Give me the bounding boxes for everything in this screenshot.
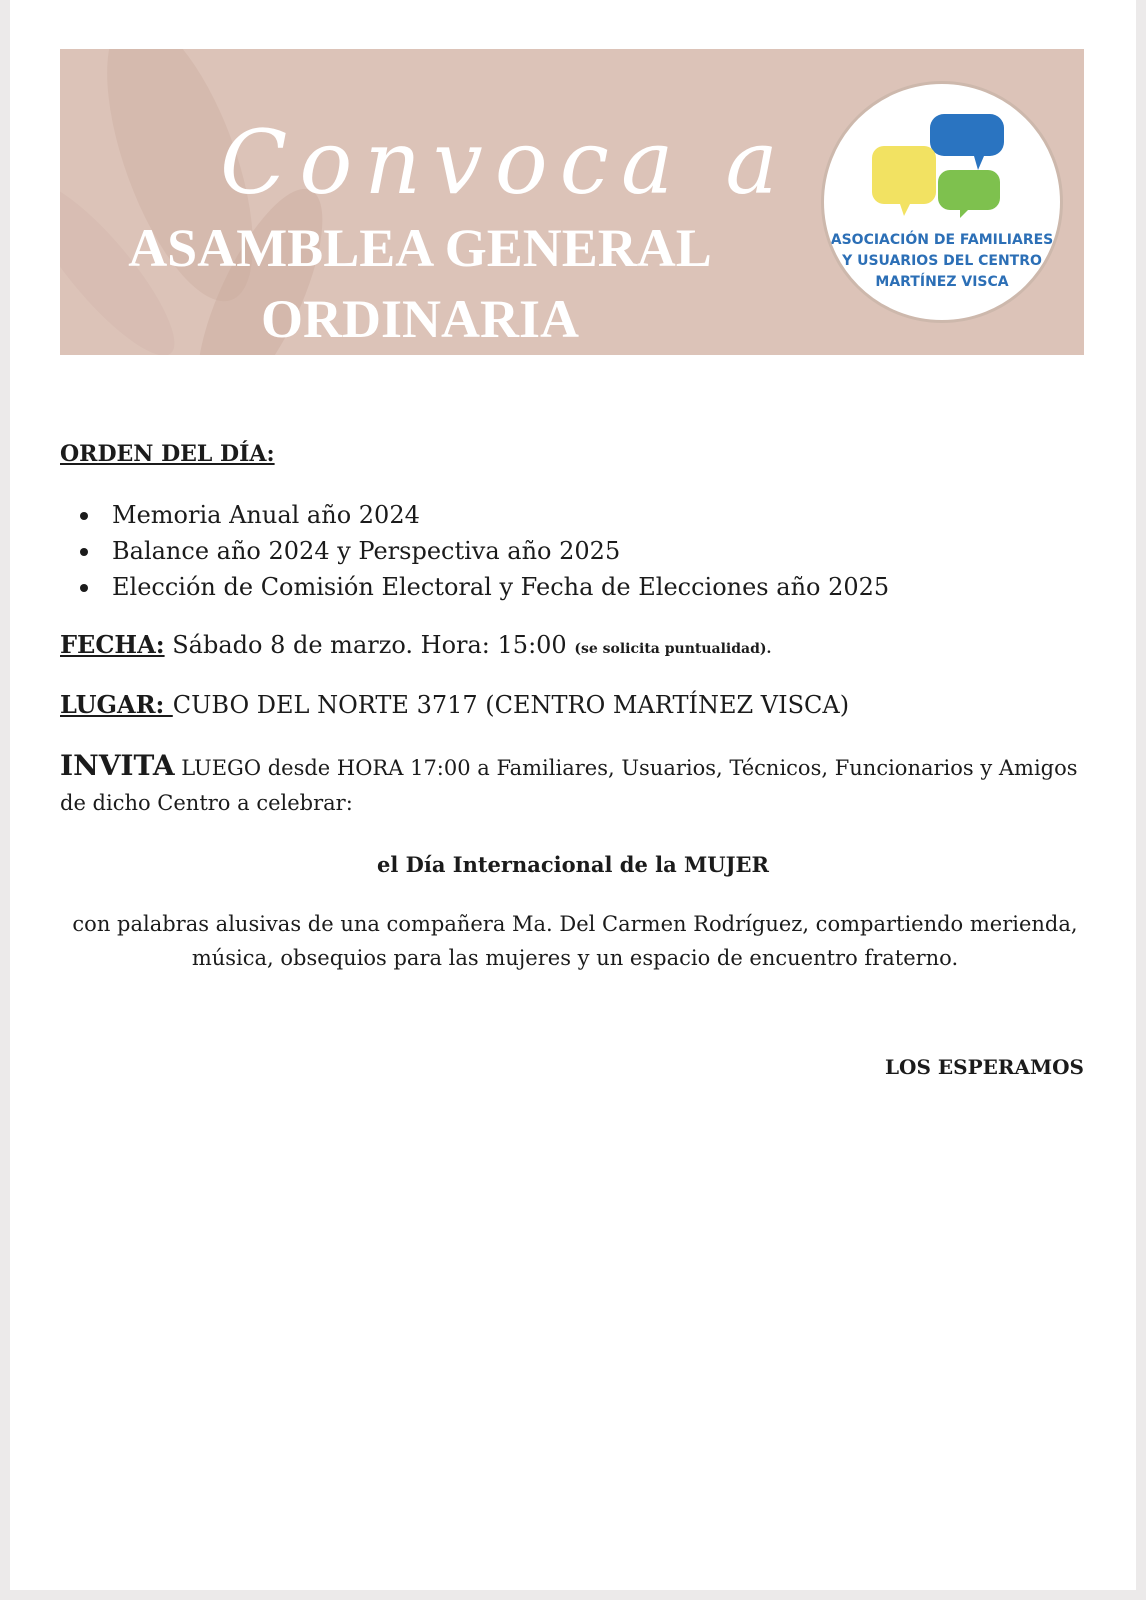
logo-line-2: Y USUARIOS DEL CENTRO [842, 253, 1042, 269]
agenda-list [60, 497, 889, 605]
fecha-value: Sábado 8 de marzo. Hora: 15:00 [164, 631, 575, 659]
title-line-1: ASAMBLEA GENERAL [128, 218, 712, 278]
event-details: con palabras alusivas de una compañera Ma. Del Carmen Rodríguez, compartiendo merienda, música, obsequios para las mujeres y un espacio de encuentro fraterno. [72, 912, 1078, 970]
header-banner [60, 49, 1084, 355]
agenda-title: ORDEN DEL DÍA: [60, 441, 275, 467]
logo-text [824, 230, 1060, 293]
lugar-value: CUBO DEL NORTE 3717 (CENTRO MARTÍNEZ VISCA) [172, 691, 850, 719]
invita-paragraph [60, 748, 1090, 821]
invita-text: LUEGO desde HORA 17:00 a Familiares, Usuarios, Técnicos, Funcionarios y Amigos de dicho Centro a celebrar: [60, 756, 1078, 815]
fecha-label: FECHA: [60, 630, 165, 659]
agenda-item: Balance año 2024 y Perspectiva año 2025 [60, 533, 889, 569]
logo-line-3: MARTÍNEZ VISCA [875, 274, 1009, 290]
lugar-label: LUGAR: [60, 690, 173, 719]
agenda-item: Memoria Anual año 2024 [60, 497, 889, 533]
closing-text: LOS ESPERAMOS [884, 1055, 1084, 1079]
invita-label: INVITA [60, 749, 175, 782]
fecha-line [60, 630, 771, 659]
fecha-note: (se solicita puntualidad). [574, 641, 772, 657]
flyer-page [10, 0, 1136, 1590]
association-logo [821, 81, 1063, 323]
convoca-script-title: Convoca a [220, 111, 790, 214]
logo-line-1: ASOCIACIÓN DE FAMILIARES [830, 232, 1054, 248]
lugar-line [60, 690, 849, 719]
title-line-2: ORDINARIA [260, 289, 579, 349]
agenda-item: Elección de Comisión Electoral y Fecha de Elecciones año 2025 [60, 569, 889, 605]
celebration-title: el Día Internacional de la MUJER [377, 852, 769, 877]
